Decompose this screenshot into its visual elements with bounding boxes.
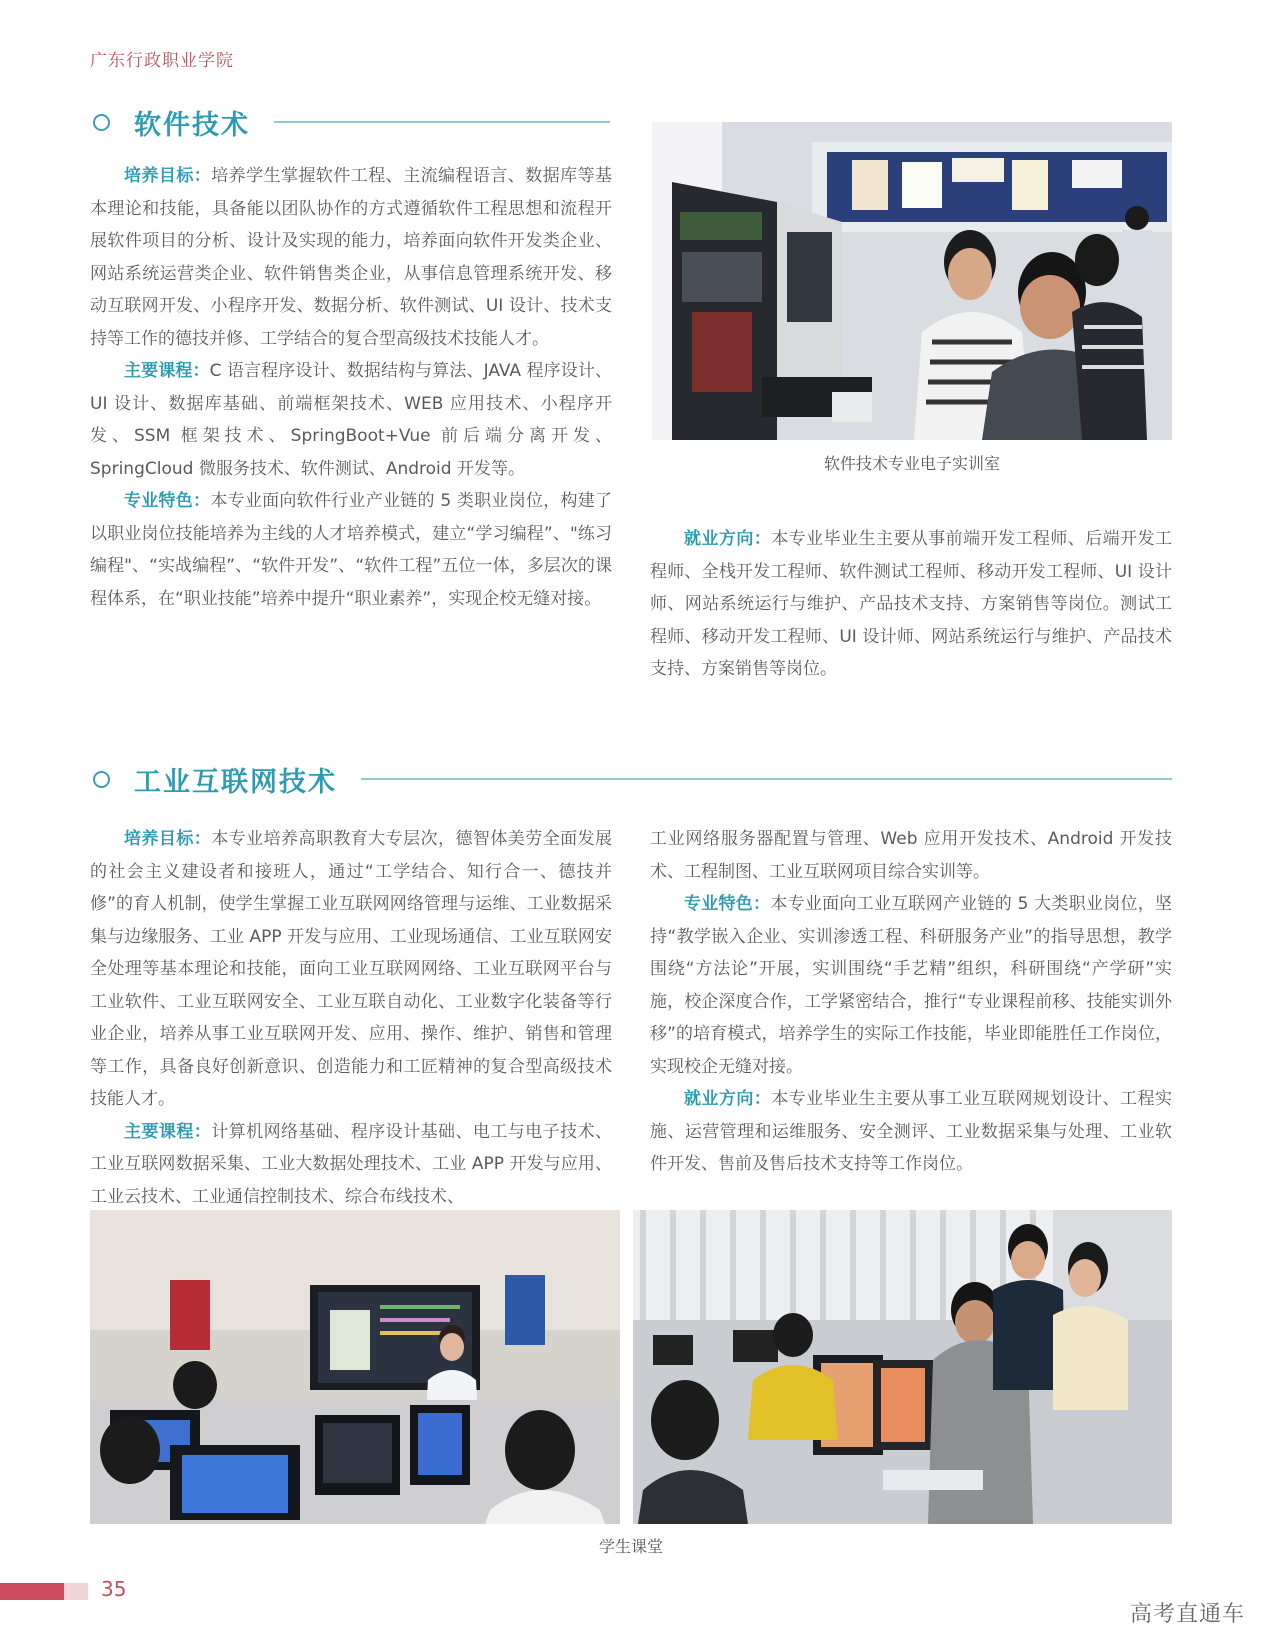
students-computer-image [633,1210,1172,1524]
circle-bullet-icon [93,771,110,788]
paragraph-text: 本专业毕业生主要从事工业互联网规划设计、工程实施、运营管理和运维服务、安全测评、工业数据采集与处理、工业软件开发、售前及售后技术支持等工作岗位。 [650,1089,1173,1174]
paragraph-label: 主要课程： [124,1121,212,1142]
software-goal-paragraph [90,160,612,355]
section-divider [361,778,1172,780]
paragraph-text: 本专业面向软件行业产业链的 5 类职业岗位，构建了以职业岗位技能培养为主线的人才培养模式，建立“学习编程”、"练习编程"、“实战编程”、“软件开发”、“软件工程”五位一体，多层次的课程体系，在“职业技能”培养中提升“职业素养”，实现企校无缝对接。 [90,491,613,609]
paragraph-label: 就业方向： [684,529,772,549]
watermark-text: 高考直通车 [1129,1602,1245,1627]
footer-accent-bar [0,1583,64,1600]
iiot-right-column [650,823,1172,1181]
paragraph-label: 主要课程： [124,361,210,381]
paragraph-text: 计算机网络基础、程序设计基础、电工与电子技术、工业互联网数据采集、工业大数据处理技术、工业 APP 开发与应用、工业云技术、工业通信控制技术、综合布线技术、 [90,1121,613,1207]
iiot-features-paragraph [650,888,1172,1083]
school-name: 广东行政职业学院 [90,51,234,71]
classroom-photo-right [633,1210,1172,1524]
section-heading-iiot [90,761,1172,797]
paragraph-label: 培养目标： [124,829,212,849]
footer-accent-bar-light [64,1583,88,1600]
paragraph-label: 就业方向： [684,1089,772,1109]
circle-bullet-icon [93,114,110,131]
section-title: 工业互联网技术 [134,766,337,798]
software-features-paragraph [90,485,612,615]
software-courses-paragraph [90,355,612,485]
classroom-photo-left [90,1210,620,1524]
photo-caption: 软件技术专业电子实训室 [823,454,1000,473]
software-jobs-paragraph [650,523,1172,686]
electronics-lab-image [652,122,1172,440]
paragraph-text: 培养学生掌握软件工程、主流编程语言、数据库等基本理论和技能，具备能以团队协作的方式遵循软件工程思想和流程开展软件项目的分析、设计及实现的能力，培养面向软件开发类企业、网站系统运营类企业、软件销售类企业，从事信息管理系统开发、移动互联网开发、小程序开发、数据分析、软件测试、UI 设计、技术支持等工作的德技并修、工学结合的复合型高级技术技能人才。 [90,166,613,349]
paragraph-text: 本专业培养高职教育大专层次，德智体美劳全面发展的社会主义建设者和接班人，通过“工学结合、知行合一、德技并修”的育人机制，使学生掌握工业互联网网络管理与运维、工业数据采集与边缘服务、工业 APP 开发与应用、工业现场通信、工业互联网安全处理等基本理论和技能，面向工业互联网网络、工业互联网平台与工业软件、工业互联网安全、工业互联自动化、工业数字化装备等行业企业，培养从事工业互联网开发、应用、操作、维护、销售和管理等工作，具备良好创新意识、创造能力和工匠精神的复合型高级技术技能人才。 [90,829,613,1109]
iiot-left-column [90,823,612,1213]
paragraph-label: 专业特色： [684,894,771,914]
software-left-column [90,160,612,615]
iiot-courses-paragraph [90,1116,612,1214]
paragraph-text: 本专业面向工业互联网产业链的 5 大类职业岗位，坚持“教学嵌入企业、实训渗透工程、科研服务产业”的指导思想，教学围绕“方法论”开展，实训围绕“手艺精”组织，科研围绕“产学研”实施，校企深度合作，工学紧密结合，推行“专业课程前移、技能实训外移”的培育模式，培养学生的实际工作技能，毕业即能胜任工作岗位，实现校企无缝对接。 [650,894,1173,1077]
paragraph-text: 本专业毕业生主要从事前端开发工程师、后端开发工程师、全栈开发工程师、软件测试工程师、移动开发工程师、UI 设计师、网站系统运行与维护、产品技术支持、方案销售等岗位。测试工程师、移动开发工程师、UI 设计师、网站系统运行与维护、产品技术支持、方案销售等岗位。 [650,529,1173,679]
software-right-column [650,523,1172,686]
page-number: 35 [101,1577,127,1601]
iiot-courses-continued: 工业网络服务器配置与管理、Web 应用开发技术、Android 开发技术、工程制图、工业互联网项目综合实训等。 [650,829,1172,882]
paragraph-label: 培养目标： [124,166,212,186]
classroom-image [90,1210,620,1524]
photo-caption: 学生课堂 [598,1537,663,1556]
paragraph-label: 专业特色： [124,491,211,511]
section-divider [274,121,610,123]
paragraph-text: C 语言程序设计、数据结构与算法、JAVA 程序设计、UI 设计、数据库基础、前端框架技术、WEB 应用技术、小程序开发、SSM 框架技术、SpringBoot+Vue 前后端分离开发、SpringCloud 微服务技术、软件测试、Android 开发等。 [90,361,613,479]
iiot-jobs-paragraph [650,1083,1172,1181]
lab-photo [652,122,1172,440]
iiot-goal-paragraph [90,823,612,1116]
section-heading-software [90,104,610,140]
section-title: 软件技术 [134,109,250,141]
